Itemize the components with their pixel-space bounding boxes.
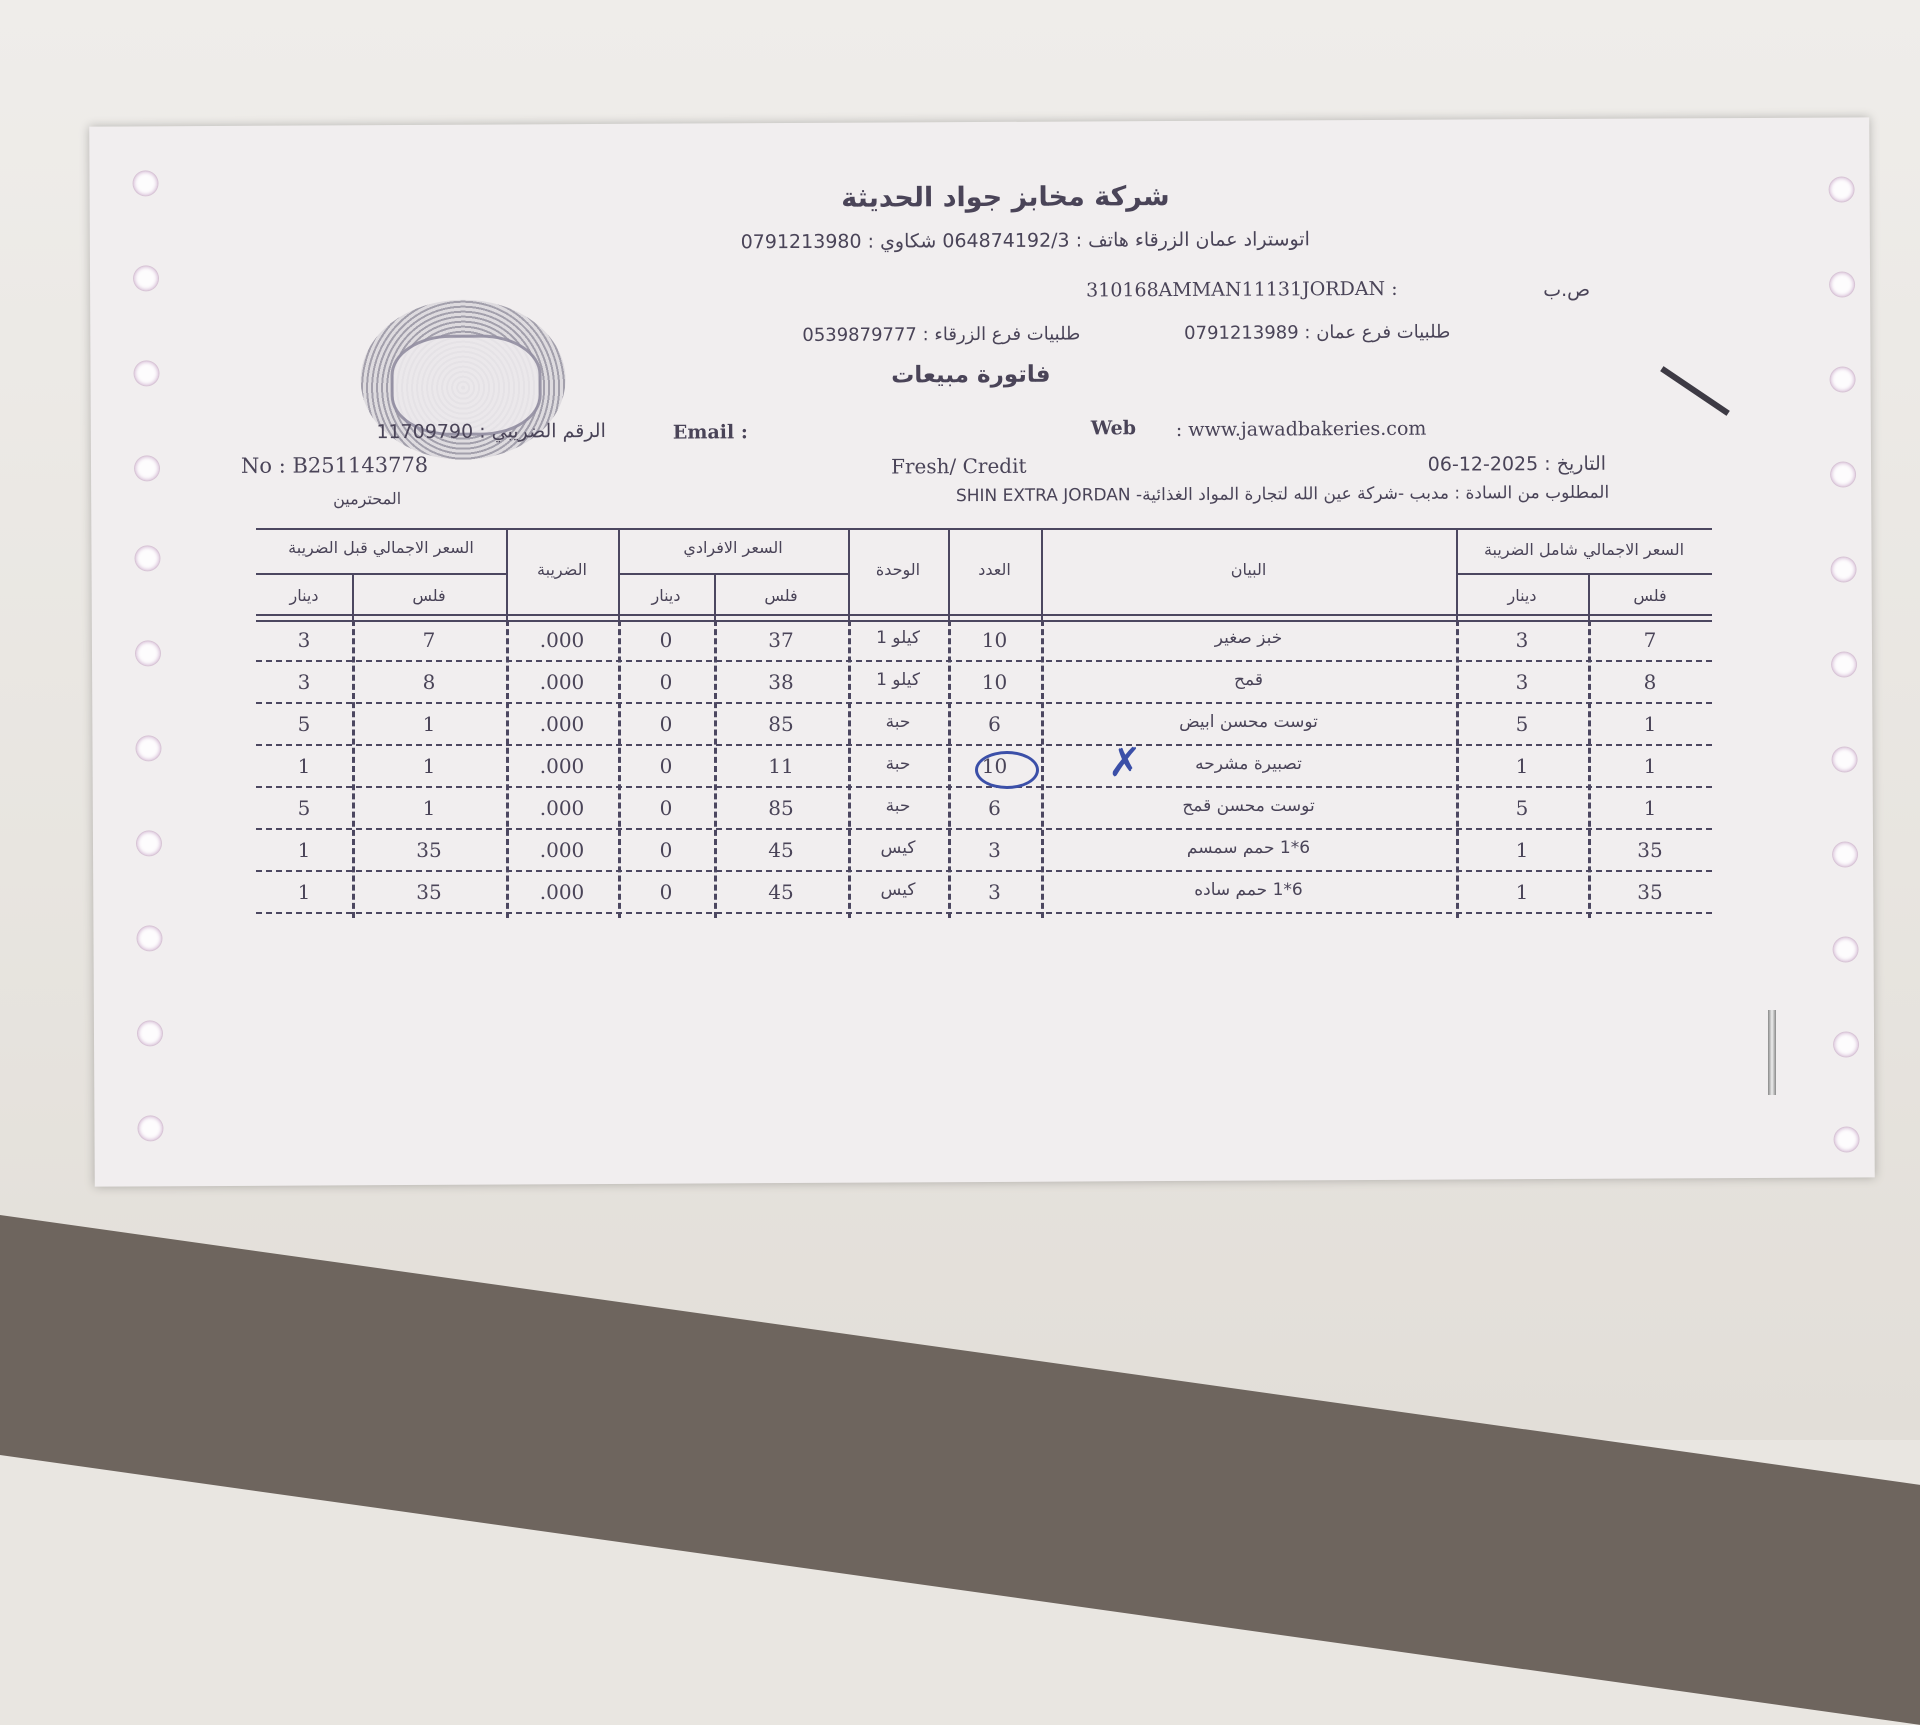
items-table (256, 528, 1712, 918)
cell-bt-dinar: 5 (297, 712, 311, 736)
cell-desc: توست محسن قمح (1182, 796, 1315, 816)
cell-bt-dinar: 5 (297, 796, 311, 820)
cell-inc-dinar: 5 (1515, 712, 1529, 736)
cell-tax: .000 (539, 796, 585, 820)
invoice-date: التاريخ : 2025-12-06 (1427, 452, 1607, 476)
hdr-total-incl-tax: السعر الاجمالي شامل الضريبة (1483, 540, 1685, 559)
hdr-up-fils: فلس (764, 586, 798, 605)
cell-desc: خبز صغير (1214, 628, 1283, 648)
cell-unit: كيس (880, 880, 916, 900)
cell-up-fils: 45 (768, 838, 794, 862)
feed-hole (1831, 462, 1855, 486)
invoice-number: No : B251143778 (240, 452, 429, 478)
hdr-bt-dinar: دينار (289, 586, 319, 605)
cell-qty: 3 (988, 838, 1001, 862)
cell-inc-dinar: 1 (1515, 880, 1529, 904)
feed-hole (137, 926, 161, 950)
tax-number: الرقم الضريبي : 11709790 (376, 419, 606, 444)
subheader-rule-left (256, 573, 506, 575)
row-separator (256, 912, 1712, 914)
row-separator (256, 828, 1712, 830)
cell-bt-fils: 8 (422, 670, 436, 694)
cell-desc: توست محسن ابيض (1179, 712, 1318, 732)
respected-label: المحترمين (332, 489, 402, 509)
customer-line: المطلوب من السادة : مدبب -شركة عين الله لتجارة المواد الغذائية- SHIN EXTRA JORDAN (955, 482, 1610, 507)
handwritten-circle (975, 751, 1039, 789)
cell-inc-fils: 35 (1637, 880, 1663, 904)
cell-inc-fils: 1 (1643, 712, 1657, 736)
cell-bt-fils: 7 (422, 628, 436, 652)
cell-up-fils: 85 (768, 796, 794, 820)
hdr-unit: الوحدة (875, 560, 921, 579)
header-bottom-rule-2 (256, 620, 1712, 622)
row-separator (256, 870, 1712, 872)
cell-qty: 10 (981, 754, 1008, 778)
cell-up-fils: 45 (768, 880, 794, 904)
cell-bt-fils: 1 (422, 754, 436, 778)
feed-hole (136, 641, 160, 665)
cell-desc: 6*1 حمم سمسم (1186, 838, 1311, 858)
hdr-bt-fils: فلس (412, 586, 446, 605)
cell-tax: .000 (539, 670, 585, 694)
table-top-rule (256, 528, 1712, 530)
row-separator (256, 660, 1712, 662)
subheader-rule-right (1456, 573, 1712, 575)
cell-qty: 6 (988, 796, 1001, 820)
feed-hole (1834, 937, 1858, 961)
feed-hole (1832, 557, 1856, 581)
cell-inc-fils: 1 (1643, 796, 1657, 820)
cell-inc-fils: 8 (1643, 670, 1657, 694)
cell-up-dinar: 0 (659, 628, 673, 652)
cell-unit: حبة (885, 754, 911, 774)
cell-unit: حبة (885, 712, 911, 732)
email-label: Email : (672, 421, 748, 444)
cell-inc-fils: 1 (1643, 754, 1657, 778)
feed-hole (1830, 272, 1854, 296)
feed-hole (134, 266, 158, 290)
feed-hole (1834, 1032, 1858, 1056)
header-bottom-rule (256, 614, 1712, 616)
cell-tax: .000 (539, 880, 585, 904)
feed-hole (134, 361, 158, 385)
cell-up-dinar: 0 (659, 712, 673, 736)
handwritten-x-mark: ✗ (1108, 740, 1142, 786)
hdr-unit-price: السعر الافرادي (683, 538, 783, 557)
feed-hole (138, 1116, 162, 1140)
web-url: : www.jawadbakeries.com (1175, 417, 1427, 441)
company-name: شركة مخابز جواد الحديثة (841, 181, 1170, 214)
cell-bt-fils: 1 (422, 712, 436, 736)
cell-bt-fils: 35 (416, 838, 442, 862)
feed-hole (1835, 1127, 1859, 1151)
feed-hole (135, 546, 159, 570)
cell-qty: 10 (981, 628, 1008, 652)
document-title: فاتورة مبيعات (891, 361, 1051, 389)
hdr-up-dinar: دينار (651, 586, 681, 605)
cell-inc-dinar: 5 (1515, 796, 1529, 820)
subheader-rule-mid (618, 573, 848, 575)
cell-inc-dinar: 1 (1515, 754, 1529, 778)
row-separator (256, 786, 1712, 788)
cell-bt-fils: 35 (416, 880, 442, 904)
cell-bt-dinar: 3 (297, 628, 311, 652)
web-label: Web (1090, 417, 1137, 440)
hdr-qty: العدد (978, 560, 1011, 579)
row-separator (256, 702, 1712, 704)
cell-inc-dinar: 3 (1515, 670, 1529, 694)
cell-up-fils: 38 (768, 670, 794, 694)
row-separator (256, 744, 1712, 746)
po-box-label: ص.ب (1543, 278, 1591, 302)
cell-qty: 10 (981, 670, 1008, 694)
hdr-total-before-tax: السعر الاجمالي قبل الضريبة (288, 538, 474, 557)
cell-up-dinar: 0 (659, 796, 673, 820)
cell-desc: تصبيرة مشرحه (1195, 754, 1302, 774)
orders-amman: طلبيات فرع عمان : 0791213989 (1184, 321, 1451, 344)
cell-unit: كيلو 1 (876, 628, 920, 648)
feed-hole (136, 736, 160, 760)
feed-hole (1831, 367, 1855, 391)
cell-desc: قمح (1234, 670, 1263, 690)
hdr-description: البيان (1230, 560, 1267, 579)
cell-qty: 3 (988, 880, 1001, 904)
cell-inc-dinar: 1 (1515, 838, 1529, 862)
cell-inc-fils: 7 (1643, 628, 1657, 652)
cell-bt-dinar: 3 (297, 670, 311, 694)
cell-up-dinar: 0 (659, 754, 673, 778)
cell-tax: .000 (539, 712, 585, 736)
cell-tax: .000 (539, 754, 585, 778)
feed-hole (138, 1021, 162, 1045)
cell-up-fils: 37 (768, 628, 794, 652)
feed-hole (1833, 842, 1857, 866)
cell-unit: حبة (885, 796, 911, 816)
cell-bt-fils: 1 (422, 796, 436, 820)
feed-hole (137, 831, 161, 855)
feed-hole (1832, 652, 1856, 676)
cell-desc: 6*1 حمم ساده (1194, 880, 1303, 900)
company-address-phone: اتوستراد عمان الزرقاء هاتف : 064874192/3 شكاوي : 0791213980 (740, 228, 1310, 254)
cell-bt-dinar: 1 (297, 880, 311, 904)
cell-tax: .000 (539, 628, 585, 652)
hdr-inc-fils: فلس (1633, 586, 1667, 605)
cell-bt-dinar: 1 (297, 754, 311, 778)
feed-hole (1833, 747, 1857, 771)
orders-zarqa: طلبيات فرع الزرقاء : 0539879777 (802, 323, 1081, 346)
fresh-credit-label: Fresh/ Credit (890, 453, 1027, 479)
feed-hole (135, 456, 159, 480)
cell-unit: كيلو 1 (876, 670, 920, 690)
feed-hole (133, 171, 157, 195)
cell-bt-dinar: 1 (297, 838, 311, 862)
cell-up-dinar: 0 (659, 880, 673, 904)
cell-tax: .000 (539, 838, 585, 862)
cell-inc-fils: 35 (1637, 838, 1663, 862)
cell-up-fils: 85 (768, 712, 794, 736)
cell-qty: 6 (988, 712, 1001, 736)
paper-clip (1768, 1010, 1776, 1095)
cell-up-dinar: 0 (659, 670, 673, 694)
cell-up-fils: 11 (768, 754, 794, 778)
cell-unit: كيس (880, 838, 916, 858)
cell-up-dinar: 0 (659, 838, 673, 862)
hdr-inc-dinar: دينار (1507, 586, 1537, 605)
cell-inc-dinar: 3 (1515, 628, 1529, 652)
po-box-value: 310168AMMAN11131JORDAN : (1086, 277, 1398, 302)
feed-hole (1830, 177, 1854, 201)
hdr-tax: الضريبة (537, 560, 587, 579)
